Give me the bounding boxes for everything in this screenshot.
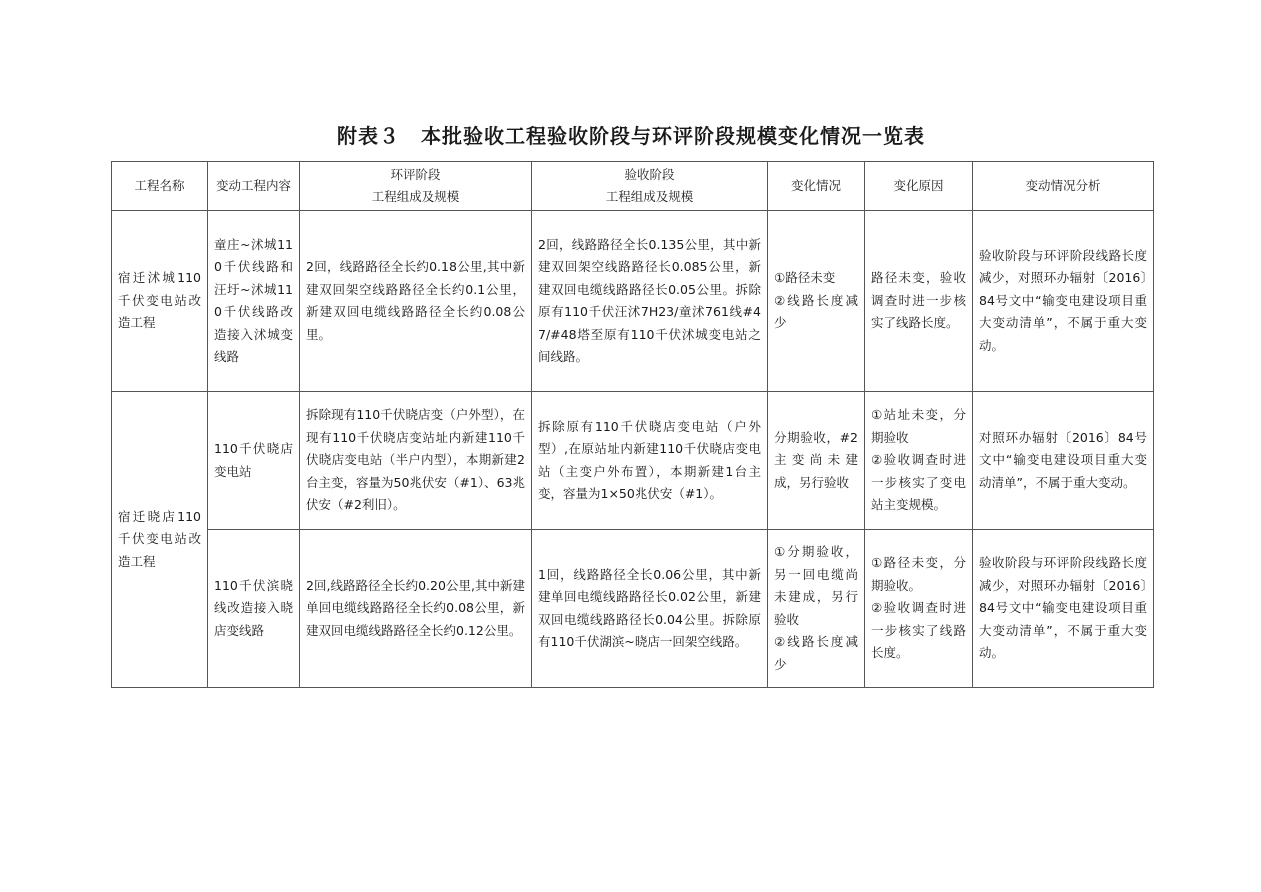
table-row (112, 530, 1154, 688)
cell-eia: 2回，线路路径全长约0.18公里,其中新建双回架空线路路径全长约0.1公里，新建双回电缆线路路径全长约0.08公里。 (300, 211, 532, 392)
table-row (112, 211, 1154, 392)
header-acceptance-stage: 验收阶段 工程组成及规模 (532, 162, 768, 211)
cell-eia: 2回,线路路径全长约0.20公里,其中新建单回电缆线路路径全长约0.08公里，新建双回电缆线路路径全长约0.12公里。 (300, 530, 532, 688)
cell-acceptance: 拆除原有110千伏晓店变电站（户外型）,在原站址内新建110千伏晓店变电站（主变户外布置），本期新建1台主变，容量为1×50兆伏安（#1）。 (532, 392, 768, 530)
cell-change-content: 110千伏滨晓线改造接入晓店变线路 (208, 530, 300, 688)
header-project-name: 工程名称 (112, 162, 208, 211)
cell-acceptance: 2回，线路路径全长0.135公里，其中新建双回架空线路路径长0.085公里，新建双回电缆线路路径长0.05公里。拆除原有110千伏汪沭7H23/童沭761线#47/#48塔至原有110千伏沭城变电站之间线路。 (532, 211, 768, 392)
header-eia-stage: 环评阶段 工程组成及规模 (300, 162, 532, 211)
header-change-reason: 变化原因 (865, 162, 973, 211)
cell-change-analysis: 验收阶段与环评阶段线路长度减少，对照环办辐射〔2016〕84号文中“输变电建设项目重大变动清单”，不属于重大变动。 (973, 211, 1154, 392)
document-title: 附表３ 本批验收工程验收阶段与环评阶段规模变化情况一览表 (337, 124, 925, 148)
cell-change-content: 童庄~沭城110千伏线路和汪圩~沭城110千伏线路改造接入沭城变线路 (208, 211, 300, 392)
cell-project-name: 宿迁沭城110千伏变电站改造工程 (112, 211, 208, 392)
comparison-table (111, 161, 1154, 688)
cell-change-reason: ①路径未变，分期验收。 ②验收调查时进一步核实了线路长度。 (865, 530, 973, 688)
cell-change-analysis: 对照环办辐射〔2016〕84号文中“输变电建设项目重大变动清单”，不属于重大变动。 (973, 392, 1154, 530)
cell-acceptance: 1回，线路路径全长0.06公里，其中新建单回电缆线路路径长0.02公里，新建双回电缆线路路径长0.04公里。拆除原有110千伏湖滨~晓店一回架空线路。 (532, 530, 768, 688)
header-change-content: 变动工程内容 (208, 162, 300, 211)
cell-project-name: 宿迁晓店110千伏变电站改造工程 (112, 392, 208, 688)
cell-change-content: 110千伏晓店变电站 (208, 392, 300, 530)
cell-change-reason: 路径未变，验收调查时进一步核实了线路长度。 (865, 211, 973, 392)
cell-change-reason: ①站址未变，分期验收 ②验收调查时进一步核实了变电站主变规模。 (865, 392, 973, 530)
table-row (112, 392, 1154, 530)
cell-change-status: ①路径未变 ②线路长度减少 (768, 211, 865, 392)
table-header-row (112, 162, 1154, 211)
cell-eia: 拆除现有110千伏晓店变（户外型），在现有110千伏晓店变站址内新建110千伏晓店变电站（半户内型），本期新建2台主变，容量为50兆伏安（#1）、63兆伏安（#2利旧）。 (300, 392, 532, 530)
cell-change-status: ①分期验收，另一回电缆尚未建成，另行验收 ②线路长度减少 (768, 530, 865, 688)
header-change-analysis: 变动情况分析 (973, 162, 1154, 211)
cell-change-status: 分期验收，#2主变尚未建成，另行验收 (768, 392, 865, 530)
cell-change-analysis: 验收阶段与环评阶段线路长度减少，对照环办辐射〔2016〕84号文中“输变电建设项目重大变动清单”，不属于重大变动。 (973, 530, 1154, 688)
header-change-status: 变化情况 (768, 162, 865, 211)
